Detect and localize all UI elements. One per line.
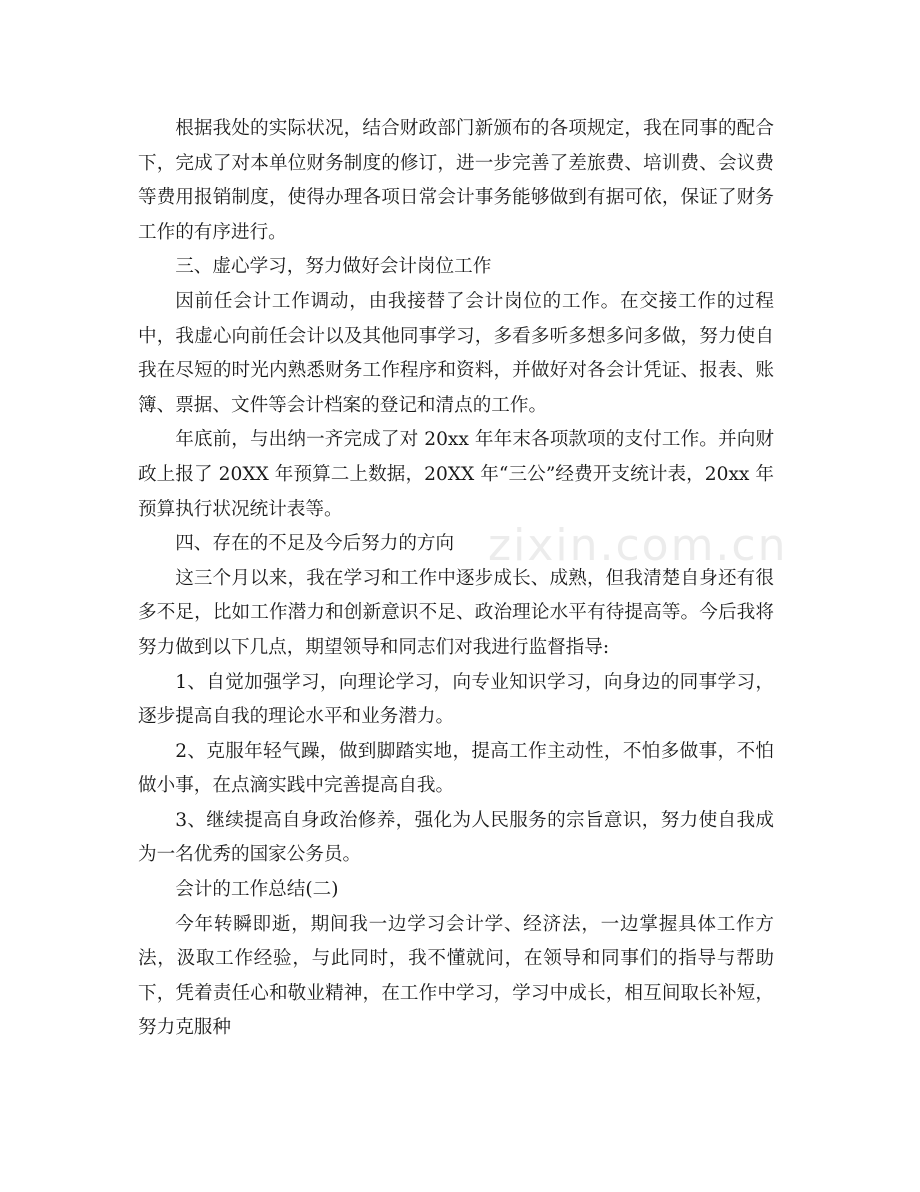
- summary-title-2: 会计的工作总结(二): [175, 879, 339, 901]
- list-item-1: 1、自觉加强学习，向理论学习，向专业知识学习，向身边的同事学习，逐步提高自我的理论水平和业务潜力。: [138, 671, 774, 728]
- paragraph-year-review: 今年转瞬即逝，期间我一边学习会计学、经济法，一边掌握具体工作方法，汲取工作经验，与此同时，我不懂就问，在领导和同事们的指导与帮助下，凭着责任心和敬业精神，在工作中学习，学习中成长，相互间取长补短，努力克服种: [138, 913, 774, 1039]
- watermark-text: zixin.com.cn: [488, 520, 788, 571]
- paragraph-finance-rules: 根据我处的实际状况，结合财政部门新颁布的各项规定，我在同事的配合下，完成了对本单位财务制度的修订，进一步完善了差旅费、培训费、会议费等费用报销制度，使得办理各项日常会计事务能够做到有据可依，保证了财务工作的有序进行。: [138, 118, 774, 243]
- section-heading-3: 三、虚心学习，努力做好会计岗位工作: [175, 256, 492, 278]
- paragraph-handover: 因前任会计工作调动，由我接替了会计岗位的工作。在交接工作的过程中，我虚心向前任会计以及其他同事学习，多看多听多想多问多做，努力使自我在尽短的时光内熟悉财务工作程序和资料，并做好对各会计凭证、报表、账簿、票据、文件等会计档案的登记和清点的工作。: [138, 290, 774, 416]
- list-item-3: 3、继续提高自身政治修养，强化为人民服务的宗旨意识，努力使自我成为一名优秀的国家公务员。: [138, 809, 774, 866]
- paragraph-shortcomings: 这三个月以来，我在学习和工作中逐步成长、成熟，但我清楚自身还有很多不足，比如工作潜力和创新意识不足、政治理论水平有待提高等。今后我将努力做到以下几点，期望领导和同志们对我进行监督指导:: [138, 567, 774, 658]
- paragraph-year-end: 年底前，与出纳一齐完成了对 20xx 年年末各项款项的支付工作。并向财政上报了 20XX 年预算二上数据，20XX 年“三公”经费开支统计表，20xx 年预算执行状况统计表等。: [138, 429, 774, 520]
- section-heading-4: 四、存在的不足及今后努力的方向: [175, 533, 455, 555]
- list-item-2: 2、克服年轻气躁，做到脚踏实地，提高工作主动性，不怕多做事，不怕做小事，在点滴实践中完善提高自我。: [138, 740, 774, 797]
- document-body: [138, 112, 774, 1046]
